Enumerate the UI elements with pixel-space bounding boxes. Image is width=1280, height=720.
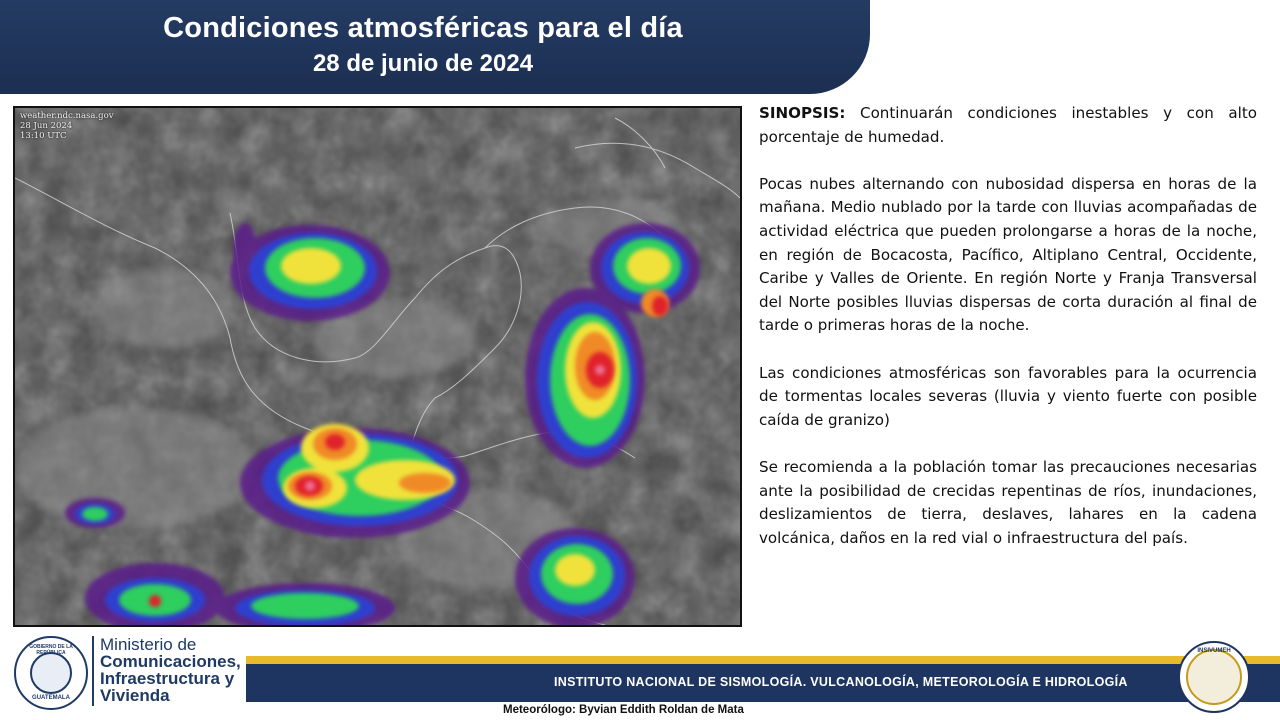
sinopsis-paragraph xyxy=(759,102,1257,149)
satellite-source: weather.ndc.nasa.gov xyxy=(20,111,114,121)
page-title: Condiciones atmosféricas para el día xyxy=(163,12,683,44)
sinopsis-label: SINOPSIS: xyxy=(759,104,846,122)
ministry-line2: Comunicaciones, xyxy=(100,652,241,671)
ministry-divider xyxy=(92,636,94,706)
forecast-paragraph: Pocas nubes alternando con nubosidad dispersa en horas de la mañana. Medio nublado por la tarde con lluvias acompañadas de actividad eléctrica que pueden prolongarse a horas de la noche, en región de Bocacosta, Pacífico, Altiplano Central, Occidente, Caribe y Valles de Oriente. En región Norte y Franja Transversal del Norte posibles lluvias dispersas de corta duración al final de tarde o primeras horas de la noche. xyxy=(759,174,1257,335)
institute-bar xyxy=(246,656,1280,702)
satellite-date: 28 Jun 2024 xyxy=(20,121,73,131)
seal-top-text: GOBIERNO DE LA REPÚBLICA xyxy=(29,644,73,656)
sinopsis-text: Continuarán condiciones inestables y con alto porcentaje de humedad. xyxy=(759,104,1257,146)
recommendation-paragraph: Se recomienda a la población tomar las precauciones necesarias ante la posibilidad de crecidas repentinas de ríos, inundaciones, deslizamientos de tierra, deslaves, lahares en la cadena volcánica, daños en la red vial o infraestructura del país. xyxy=(759,457,1257,547)
storm-paragraph: Las condiciones atmosféricas son favorables para la ocurrencia de tormentas locales severas (lluvia y viento fuerte con posible caída de granizo) xyxy=(759,363,1257,429)
institute-name: INSTITUTO NACIONAL DE SISMOLOGÍA. VULCANOLOGÍA, METEOROLOGÍA E HIDROLOGÍA xyxy=(554,675,1128,689)
header-banner xyxy=(0,0,870,94)
satellite-stamp xyxy=(20,111,114,141)
bulletin-panel xyxy=(759,102,1257,574)
ministry-line3: Infraestructura y xyxy=(100,669,235,688)
meteorologist-credit: Meteorólogo: Byvian Eddith Roldan de Mata xyxy=(503,704,744,716)
satellite-image xyxy=(13,106,742,627)
guatemala-seal-icon xyxy=(14,636,88,710)
insivumeh-logo-icon xyxy=(1178,641,1250,713)
insivumeh-label: INSIVUMEH xyxy=(1197,648,1231,654)
ministry-line4: Vivienda xyxy=(100,686,170,705)
page-date: 28 de junio de 2024 xyxy=(312,50,534,77)
navy-stripe xyxy=(246,664,1280,702)
ministry-name xyxy=(100,636,241,704)
seal-bottom-text: GUATEMALA xyxy=(32,695,70,701)
gold-stripe xyxy=(246,656,1280,664)
satellite-time: 13:10 UTC xyxy=(20,131,67,141)
ministry-logo xyxy=(10,632,242,708)
ministry-line1: Ministerio de xyxy=(100,635,197,654)
